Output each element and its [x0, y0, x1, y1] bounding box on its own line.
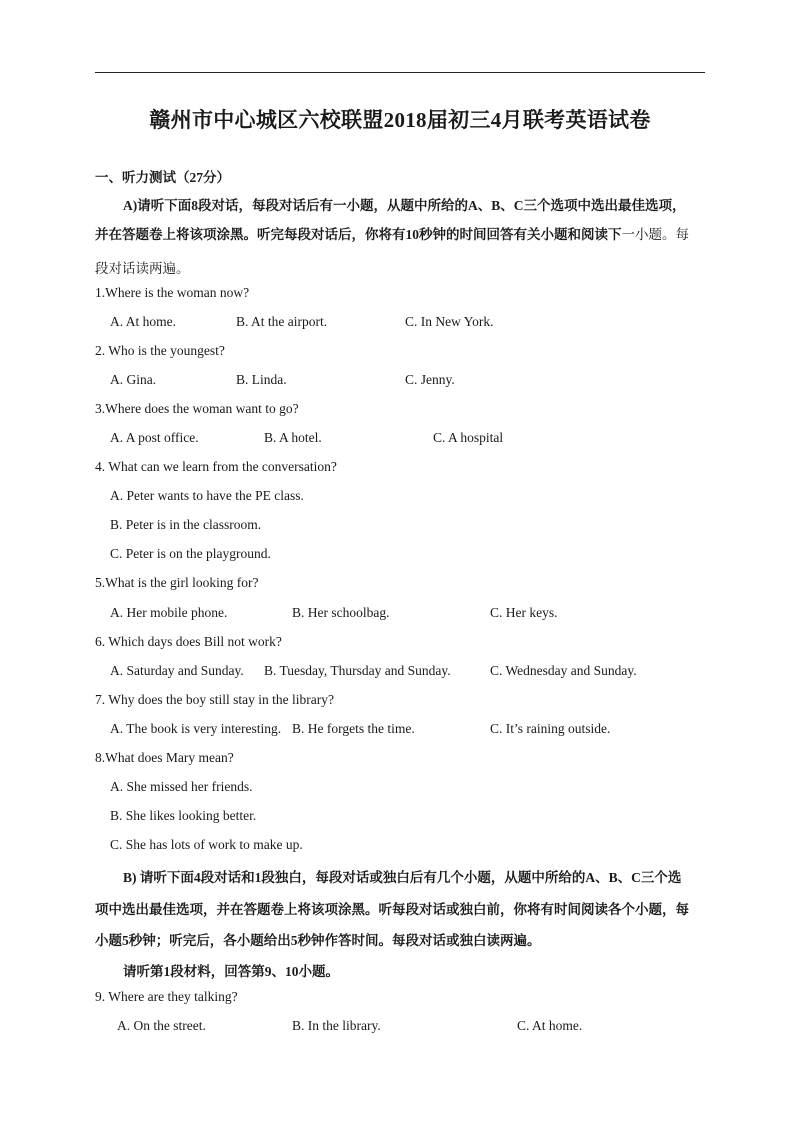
- question-stem: 4. What can we learn from the conversation?: [95, 459, 337, 474]
- option-b: B. Peter is in the classroom.: [110, 517, 262, 532]
- question-stem: 9. Where are they talking?: [95, 989, 238, 1004]
- part-b-instruction-line1: B) 请听下面4段对话和1段独白，每段对话或独白后有几个小题，从题中所给的A、B、C三个选: [123, 870, 682, 885]
- page-title: 赣州市中心城区六校联盟2018届初三4月联考英语试卷: [149, 108, 651, 132]
- option-a: A. The book is very interesting.: [110, 721, 282, 736]
- part-a-line2-normal: 一小题。每: [621, 227, 689, 242]
- material-instruction: 请听第1段材料，回答第9、10小题。: [123, 964, 339, 979]
- option-c: C. A hospital: [433, 430, 504, 445]
- option-a: A. At home.: [110, 314, 176, 329]
- part-a-instruction-line2: [95, 223, 689, 243]
- option-c: C. It’s raining outside.: [490, 721, 611, 736]
- option-a: A. Her mobile phone.: [110, 605, 228, 620]
- question-stem: 8.What does Mary mean?: [95, 750, 234, 765]
- header-rule: [95, 72, 705, 73]
- question-stem: 7. Why does the boy still stay in the library?: [95, 692, 334, 707]
- question-stem: 3.Where does the woman want to go?: [95, 401, 299, 416]
- option-b: B. At the airport.: [236, 314, 328, 329]
- option-a: A. She missed her friends.: [110, 779, 253, 794]
- question-stem: 1.Where is the woman now?: [95, 285, 250, 300]
- option-c: C. Peter is on the playground.: [110, 546, 271, 561]
- option-c: C. Her keys.: [490, 605, 558, 620]
- option-a: A. On the street.: [117, 1018, 206, 1033]
- option-a: A. Peter wants to have the PE class.: [110, 488, 304, 503]
- section-heading: 一、听力测试（27分）: [95, 170, 230, 185]
- part-b-instruction-line3: 小题5秒钟；听完后，各小题给出5秒钟作答时间。每段对话或独白读两遍。: [95, 933, 541, 948]
- option-b: B. Her schoolbag.: [292, 605, 390, 620]
- option-b: B. Tuesday, Thursday and Sunday.: [264, 663, 451, 678]
- option-b: B. A hotel.: [264, 430, 322, 445]
- option-c: C. In New York.: [405, 314, 494, 329]
- question-stem: 5.What is the girl looking for?: [95, 575, 259, 590]
- option-c: C. Jenny.: [405, 372, 455, 387]
- option-b: B. Linda.: [236, 372, 287, 387]
- option-c: C. At home.: [517, 1018, 583, 1033]
- option-b: B. He forgets the time.: [292, 721, 415, 736]
- part-a-instruction-line1: A)请听下面8段对话，每段对话后有一小题，从题中所给的A、B、C三个选项中选出最佳选项，: [123, 198, 686, 213]
- option-c: C. She has lots of work to make up.: [110, 837, 303, 852]
- option-a: A. Saturday and Sunday.: [110, 663, 244, 678]
- part-a-line2-bold: 并在答题卷上将该项涂黑。听完每段对话后，你将有10秒钟的时间回答有关小题和阅读下: [95, 227, 622, 242]
- option-c: C. Wednesday and Sunday.: [490, 663, 637, 678]
- option-a: A. A post office.: [110, 430, 199, 445]
- question-stem: 6. Which days does Bill not work?: [95, 634, 282, 649]
- part-a-instruction-line3: 段对话读两遍。: [95, 261, 190, 276]
- part-b-instruction-line2: 项中选出最佳选项，并在答题卷上将该项涂黑。听每段对话或独白前，你将有时间阅读各个小题，每: [95, 902, 689, 917]
- question-stem: 2. Who is the youngest?: [95, 343, 225, 358]
- option-b: B. In the library.: [292, 1018, 381, 1033]
- option-b: B. She likes looking better.: [110, 808, 257, 823]
- option-a: A. Gina.: [110, 372, 157, 387]
